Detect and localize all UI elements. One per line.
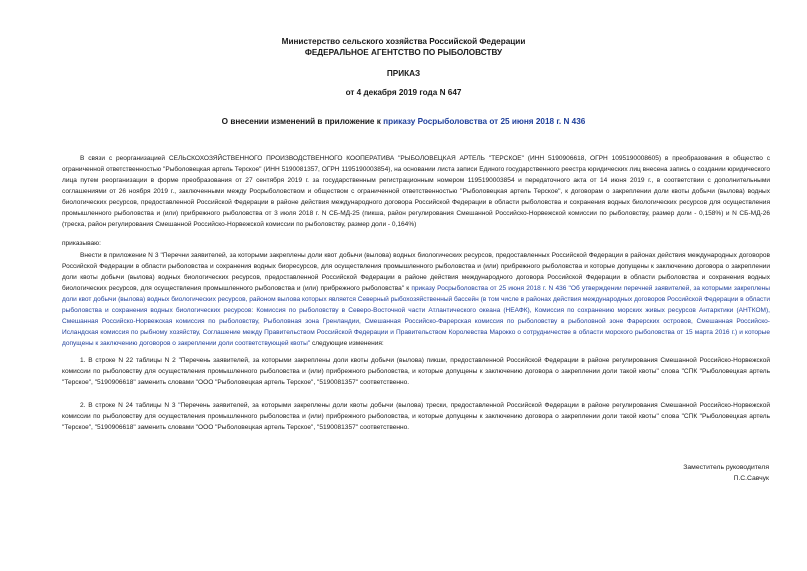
preamble-paragraph: В связи с реорганизацией СЕЛЬСКОХОЗЯЙСТВЕННОГО ПРОИЗВОДСТВЕННОГО КООПЕРАТИВА "РЫБОЛОВЕЦКАЯ АРТЕЛЬ "ТЕРСКОЕ" (ИНН 5190906618, ОГРН 1095190008605) в преобразования в общество с ограниченной ответственностью "Рыболовецкая артель Терское" (ИНН 5190081357, ОГРН 1195190003854), на основании листа записи Единого государственного реестра юридических лиц внесена запись о создании юридического лица путем реорганизации в форме преобразования от 27 сентября 2019 г. за государственным регистрационным номером 1195190003854 и передаточного акта от 14 июня 2019 г., в соответствии с дополнительными соглашениями от 26 ноября 2019 г., заключенными между Росрыболовством и обществом с ограниченной ответственностью "Рыболовецкая артель Терское", к договорам о закреплении доли квоты добычи (вылова) водных биологических ресурсов, предоставленной Российской Федерации в районе действия международного договора Российской Федерации в области рыболовства и сохранения водных биологических ресурсов для осуществления промышленного рыболовства и (или) прибрежного рыболовства от 3 июля 2018 г. N СБ-МД-25 (пикша, район регулирования Смешанной Российско-Норвежской комиссии по рыболовству, размер доли - 0,158%) и N СБ-МД-26 (треска, район регулирования Смешанной Российско-Норвежской комиссии по рыболовству, размер доли - 0,164%)	[62, 155, 770, 228]
signatory-position: Заместитель руководителя	[683, 464, 769, 471]
order-word: приказываю:	[62, 240, 101, 247]
amendment-end: следующие изменения:	[310, 340, 384, 347]
amendment-paragraph	[62, 250, 770, 349]
document-date: от 4 декабря 2019 года N 647	[345, 88, 462, 97]
order-436-link[interactable]: приказу Росрыболовства от 25 июня 2018 г. N 436 "Об утверждении перечней заявителей, за которыми закреплены доли квот добычи (вылова) водных биологических ресурсов, районом вылова которых является Северный рыбохозяйственный бассейн (в том числе в районах действия международных договоров Российской Федерации в области рыболовства и сохранения водных биологических ресурсов: Комиссия по рыболовству в Северо-Восточной части Атлантического океана (НЕАФК), Комиссия по сохранению морских живых ресурсов Антарктики (АНТКОМ), Смешанная Российско-Норвежская комиссия по рыболовству, Рыболовная зона Гренландии, Смешанная Российско-Фарерская комиссия по рыболовству в рыболовной зоне Фарерских островов, Смешанная Российско-Исландская комиссия по рыбному хозяйству, Соглашение между Правительством Российской Федерации и Правительством Королевства Марокко о сотрудничестве в области морского рыболовства от 15 марта 2016 г.) и которые допущены к заключению договоров о закреплении доли соответствующей квоты"	[62, 285, 770, 347]
agency-name: ФЕДЕРАЛЬНОЕ АГЕНТСТВО ПО РЫБОЛОВСТВУ	[304, 48, 503, 57]
amendment-item-2: 2. В строке N 24 таблицы N 3 "Перечень заявителей, за которыми закреплены доли квоты добычи (вылова) трески, предоставленной Российской Федерации в районе регулирования Смешанной Российско-Норвежской комиссии по рыболовству для осуществления промышленного рыболовства и (или) прибрежного рыболовства, и которые допущены к заключению договора о закреплении доли такой квоты" слова "СПК "Рыболовецкая артель "Терское", "5190906618" заменить словами "ООО "Рыболовецкая артель Терское", "5190081357" соответственно.	[62, 402, 770, 431]
title-prefix: О внесении изменений в приложение к	[221, 117, 384, 126]
document-title	[0, 116, 807, 127]
amendment-text: Внести в приложение N 3 "Перечни заявителей, за которыми закреплены доли квот добычи (вылова) водных биологических ресурсов, предоставленных Российской Федерации в районах действия международных договоров Российской Федерации в области рыболовства и сохранения водных биоресурсов, для осуществления промышленного рыболовства и (или) прибрежного рыболовства и которые допущены к заключению договора о закреплении доли квоты добычи (вылова) водных биологических ресурсов, предоставленной Российской Федерации в районе действия международного договора Российской Федерации в области рыболовства и сохранения водных биологических ресурсов, для осуществления промышленного рыболовства и (или) прибрежного рыболовства" к	[62, 252, 770, 292]
signatory-name: П.С.Савчук	[733, 475, 769, 482]
title-order-link[interactable]: приказу Росрыболовства от 25 июня 2018 г. N 436	[383, 117, 586, 126]
amendment-item-1: 1. В строке N 22 таблицы N 2 "Перечень заявителей, за которыми закреплены доли квоты добычи (вылова) пикши, предоставленной Российской Федерации в районе регулирования Смешанной Российско-Норвежской комиссии по рыболовству для осуществления промышленного рыболовства и (или) прибрежного рыболовства, и которые допущены к заключению договора о закреплении доли такой квоты" слова "СПК "Рыболовецкая артель "Терское", "5190906618" заменить словами "ООО "Рыболовецкая артель Терское", "5190081357" соответственно.	[62, 357, 770, 386]
document-type: ПРИКАЗ	[386, 69, 421, 78]
ministry-name: Министерство сельского хозяйства Российской Федерации	[281, 37, 526, 46]
